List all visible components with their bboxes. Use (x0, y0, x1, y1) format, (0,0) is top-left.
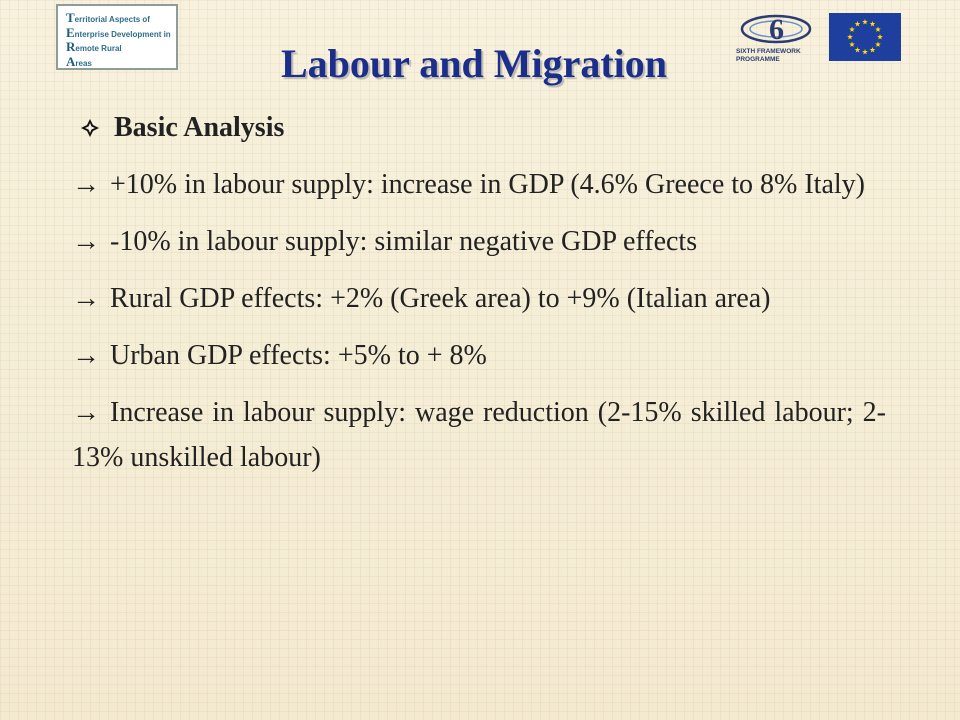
list-item (72, 390, 886, 480)
list-item-text: Rural GDP effects: +2% (Greek area) to +9% (Italian area) (110, 283, 771, 314)
fp6-line2: PROGRAMME (736, 56, 780, 63)
right-arrow-icon: → (72, 397, 100, 428)
slide-content (72, 105, 886, 492)
list-item (72, 162, 886, 207)
list-item (72, 219, 886, 264)
list-item (72, 333, 886, 378)
list-item-text: -10% in labour supply: similar negative GDP effects (110, 226, 698, 257)
svg-text:6: 6 (769, 13, 784, 46)
section-heading-text: Basic Analysis (114, 112, 285, 143)
tera-logo-line: Areas (66, 53, 92, 69)
list-item-text: Increase in labour supply: wage reduction (2-15% skilled labour; 2-13% unskilled labour) (72, 397, 886, 473)
tera-logo-line: Enterprise Development in (66, 24, 171, 40)
diamond-bullet-icon (80, 118, 100, 138)
tera-logo-line: Territorial Aspects of (66, 10, 150, 25)
list-item-text: +10% in labour supply: increase in GDP (4.6% Greece to 8% Italy) (110, 169, 865, 200)
fp6-line1: SIXTH FRAMEWORK (736, 48, 801, 55)
tera-logo-line: Remote Rural (66, 39, 122, 54)
right-arrow-icon: → (72, 226, 100, 257)
list-item (72, 276, 886, 321)
right-arrow-icon: → (72, 169, 100, 200)
section-heading (80, 105, 886, 150)
page-title: Labour and Migration (281, 41, 667, 86)
right-arrow-icon: → (72, 340, 100, 371)
right-arrow-icon: → (72, 283, 100, 314)
list-item-text: Urban GDP effects: +5% to + 8% (110, 340, 487, 371)
